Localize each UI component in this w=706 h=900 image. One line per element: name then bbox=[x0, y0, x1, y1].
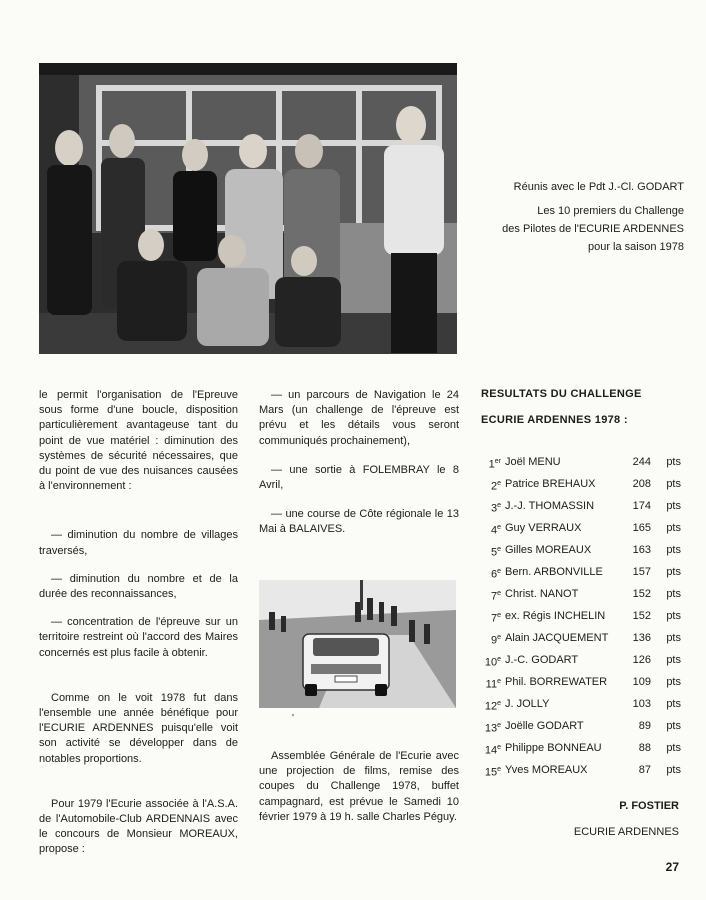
list-item: — diminution du nombre et de la durée des reconnaissances, bbox=[39, 572, 238, 601]
driver-name: Patrice BREHAUX bbox=[505, 478, 596, 490]
rank-suffix: e bbox=[497, 590, 501, 597]
list-item: — diminution du nombre de villages traversés, bbox=[39, 529, 238, 557]
driver-name: Phil. BORREWATER bbox=[505, 676, 608, 688]
driver-name: Joëlle GODART bbox=[505, 720, 584, 732]
rank-number: 3 bbox=[490, 502, 498, 515]
rank-number: 1 bbox=[488, 458, 495, 471]
rank bbox=[481, 454, 501, 473]
driver-name: Guy VERRAUX bbox=[505, 522, 582, 534]
rank-number: 15 bbox=[484, 766, 498, 779]
standings-row bbox=[481, 520, 681, 542]
rank bbox=[481, 674, 501, 693]
points-value: 244 bbox=[632, 456, 651, 468]
points-unit: pts bbox=[666, 566, 681, 578]
standings-row bbox=[481, 762, 681, 784]
group-photo bbox=[39, 63, 457, 354]
rank bbox=[481, 762, 501, 781]
rank-suffix: e bbox=[497, 546, 501, 553]
results-subtitle: ECURIE ARDENNES 1978 : bbox=[481, 414, 628, 426]
points-value: 152 bbox=[632, 610, 651, 622]
points-unit: pts bbox=[666, 522, 681, 534]
rank-number: 7 bbox=[490, 612, 498, 625]
points-value: 136 bbox=[632, 632, 651, 644]
rank-suffix: e bbox=[497, 700, 501, 707]
points-unit: pts bbox=[666, 500, 681, 512]
points-unit: pts bbox=[666, 720, 681, 732]
driver-name: ex. Régis INCHELIN bbox=[505, 610, 606, 622]
points-value: 152 bbox=[632, 588, 651, 600]
driver-name: Gilles MOREAUX bbox=[505, 544, 592, 556]
rank-number: 14 bbox=[484, 744, 498, 757]
rank-number: 12 bbox=[484, 700, 498, 713]
rank bbox=[481, 652, 501, 671]
paragraph: Pour 1979 l'Ecurie associée à l'A.S.A. de l'Automobile-Club ARDENNAIS avec le concours de Monsieur MOREAUX, propose : bbox=[39, 797, 238, 856]
paragraph: Assemblée Générale de l'Ecurie avec une projection de films, remise des coupes du Challenge 1978, buffet campagnard, est prévue le Samedi 10 février 1979 à 19 h. salle Charles Péguy. bbox=[259, 750, 459, 823]
points-value: 87 bbox=[638, 764, 651, 776]
points-value: 157 bbox=[632, 566, 651, 578]
rank-suffix: e bbox=[497, 744, 501, 751]
points-unit: pts bbox=[666, 742, 681, 754]
points-unit: pts bbox=[666, 456, 681, 468]
rank bbox=[481, 476, 501, 495]
rally-car-photo bbox=[259, 580, 456, 708]
paragraph: le permit l'organisation de l'Epreuve sous forme d'une boucle, disposition particulièrement avantageuse tant du point de vue matériel : diminution des systèmes de sécurité nécessaires, que du point de vue des nuisances causées à l'environnement : bbox=[39, 389, 238, 493]
rank-number: 5 bbox=[490, 546, 498, 559]
rank-suffix: e bbox=[497, 524, 501, 531]
driver-name: Bern. ARBONVILLE bbox=[505, 566, 603, 578]
article-column-middle bbox=[259, 388, 459, 553]
rank-suffix: e bbox=[497, 568, 501, 575]
rank-number: 10 bbox=[484, 656, 498, 669]
points-value: 208 bbox=[632, 478, 651, 490]
author-signature: P. FOSTIER bbox=[619, 800, 679, 812]
standings-row bbox=[481, 564, 681, 586]
standings-row bbox=[481, 652, 681, 674]
standings-row bbox=[481, 586, 681, 608]
standings-row bbox=[481, 718, 681, 740]
results-title: RESULTATS DU CHALLENGE bbox=[481, 388, 642, 400]
caption-line: Réunis avec le Pdt J.-Cl. GODART bbox=[513, 181, 684, 193]
points-value: 163 bbox=[632, 544, 651, 556]
points-value: 174 bbox=[632, 500, 651, 512]
photo-caption bbox=[470, 178, 684, 256]
rank-number: 4 bbox=[490, 524, 498, 537]
points-unit: pts bbox=[666, 610, 681, 622]
rank bbox=[481, 542, 501, 561]
standings-row bbox=[481, 498, 681, 520]
list-item: — un parcours de Navigation le 24 Mars (un challenge de l'épreuve est prévu et les détails vous seront communiqués prochainement), bbox=[259, 389, 459, 447]
rank-suffix: e bbox=[497, 766, 501, 773]
rank-suffix: er bbox=[494, 458, 501, 465]
points-unit: pts bbox=[666, 654, 681, 666]
points-unit: pts bbox=[666, 478, 681, 490]
standings-row bbox=[481, 630, 681, 652]
driver-name: Christ. NANOT bbox=[505, 588, 579, 600]
driver-name: Joël MENU bbox=[505, 456, 561, 468]
rank bbox=[481, 696, 501, 715]
list-item: — concentration de l'épreuve sur un territoire restreint où l'accord des Maires concernés est plus facile à obtenir. bbox=[39, 616, 238, 659]
rank bbox=[481, 630, 501, 649]
driver-name: J. JOLLY bbox=[505, 698, 550, 710]
caption-line: Les 10 premiers du Challenge bbox=[537, 205, 684, 217]
rank-number: 7 bbox=[490, 590, 498, 603]
driver-name: Yves MOREAUX bbox=[505, 764, 588, 776]
rank bbox=[481, 608, 501, 627]
driver-name: Philippe BONNEAU bbox=[505, 742, 602, 754]
standings-row bbox=[481, 608, 681, 630]
rank-number: 13 bbox=[484, 722, 498, 735]
rank bbox=[481, 740, 501, 759]
assembly-paragraph-block bbox=[259, 749, 459, 840]
list-item: — une sortie à FOLEMBRAY le 8 Avril, bbox=[259, 463, 459, 492]
standings-row bbox=[481, 476, 681, 498]
rank-suffix: e bbox=[497, 502, 501, 509]
rank-suffix: e bbox=[497, 656, 501, 663]
points-value: 103 bbox=[632, 698, 651, 710]
rank-suffix: e bbox=[497, 480, 501, 487]
article-column-left bbox=[39, 388, 238, 873]
points-value: 88 bbox=[638, 742, 651, 754]
rank bbox=[481, 520, 501, 539]
points-value: 126 bbox=[632, 654, 651, 666]
rank-suffix: e bbox=[497, 678, 501, 685]
caption-line: des Pilotes de l'ECURIE ARDENNES bbox=[502, 223, 684, 235]
driver-name: Alain JACQUEMENT bbox=[505, 632, 609, 644]
rank-number: 11 bbox=[485, 678, 498, 691]
points-value: 109 bbox=[632, 676, 651, 688]
rank-suffix: e bbox=[497, 612, 501, 619]
points-unit: pts bbox=[666, 632, 681, 644]
points-value: 165 bbox=[632, 522, 651, 534]
points-unit: pts bbox=[666, 764, 681, 776]
rank-number: 2 bbox=[490, 480, 498, 493]
rank bbox=[481, 718, 501, 737]
points-unit: pts bbox=[666, 544, 681, 556]
points-unit: pts bbox=[666, 588, 681, 600]
points-unit: pts bbox=[666, 676, 681, 688]
list-item: — une course de Côte régionale le 13 Mai à BALAIVES. bbox=[259, 508, 459, 536]
page-number: 27 bbox=[665, 860, 679, 874]
rank bbox=[481, 586, 501, 605]
organization-name: ECURIE ARDENNES bbox=[573, 826, 679, 838]
driver-name: J.-J. THOMASSIN bbox=[505, 500, 595, 512]
rank bbox=[481, 498, 501, 517]
rank-suffix: e bbox=[497, 634, 501, 641]
standings-row bbox=[481, 542, 681, 564]
caption-line: pour la saison 1978 bbox=[587, 241, 684, 253]
rank-number: 6 bbox=[490, 568, 498, 581]
standings-table bbox=[481, 454, 681, 784]
points-value: 89 bbox=[638, 720, 651, 732]
standings-row bbox=[481, 674, 681, 696]
rank-number: 9 bbox=[490, 634, 498, 647]
tick-mark: ' bbox=[292, 713, 294, 724]
points-unit: pts bbox=[666, 698, 681, 710]
standings-row bbox=[481, 454, 681, 476]
rank bbox=[481, 564, 501, 583]
standings-row bbox=[481, 696, 681, 718]
standings-row bbox=[481, 740, 681, 762]
driver-name: J.-C. GODART bbox=[505, 654, 579, 666]
paragraph: Comme on le voit 1978 fut dans l'ensemble une année bénéfique pour l'ECURIE ARDENNES puisqu'elle voit son activité se développer dans de notables proportions. bbox=[39, 691, 238, 765]
rank-suffix: e bbox=[497, 722, 501, 729]
